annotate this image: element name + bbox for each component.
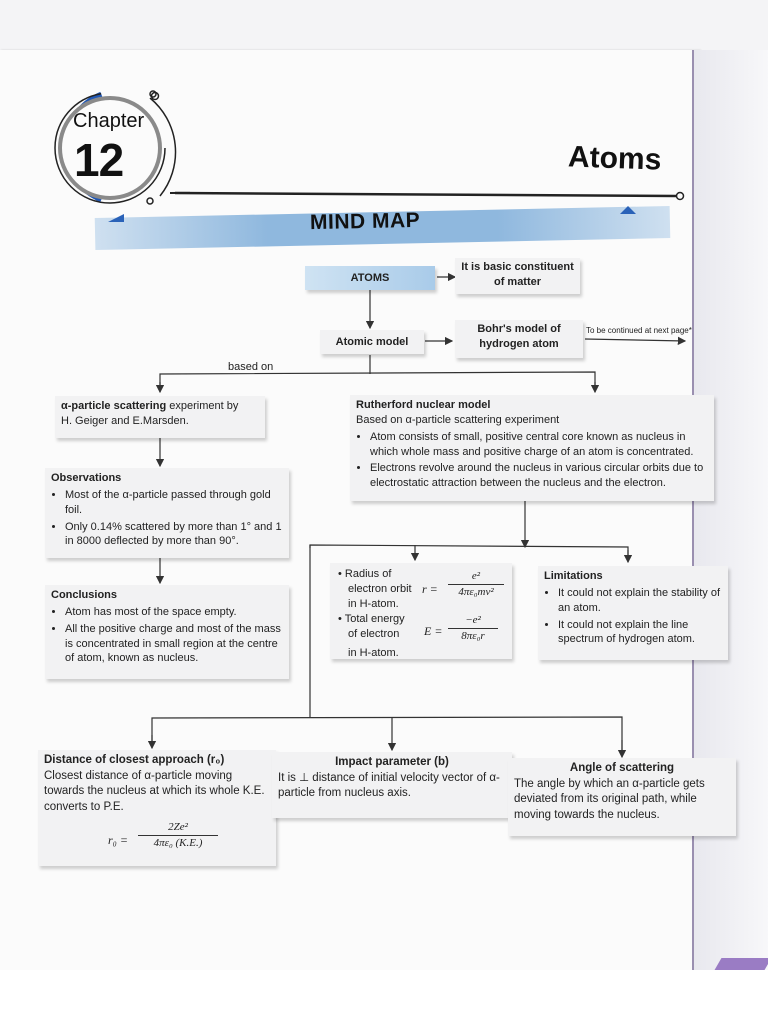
closest-approach-node <box>38 750 276 866</box>
basic-constituent-line2: of matter <box>493 275 542 288</box>
based-on-label: based on <box>228 361 274 373</box>
rutherford-points <box>356 430 708 491</box>
energy-fraction <box>448 613 498 644</box>
alpha-scattering-line2: H. Geiger and E.Marsden. <box>61 414 189 427</box>
energy-denominator: 8πε₀r <box>461 629 485 642</box>
bohr-model-line1: Bohr's model of <box>477 323 561 335</box>
atoms-node: ATOMS <box>305 266 435 290</box>
radius-label2: electron orbit <box>348 582 412 595</box>
observations-points <box>51 488 283 549</box>
rutherford-point: • Atom consists of small, positive central core known as nucleus in which whole mass and positive charge of an atom is concentrated. <box>370 430 708 460</box>
energy-numerator: −e² <box>448 613 498 629</box>
energy-label2: of electron <box>348 627 400 640</box>
observations-title: Observations <box>51 472 122 484</box>
bohr-formulas-node <box>330 563 512 659</box>
radius-label3: in H-atom. <box>348 597 399 610</box>
mind-map-title: MIND MAP <box>309 208 421 235</box>
limitations-points <box>544 586 722 647</box>
rutherford-node <box>350 395 714 501</box>
radius-label1: Radius of <box>344 568 392 580</box>
observation-point: • Most of the α-particle passed through gold foil. <box>65 488 283 518</box>
angle-of-scattering-node <box>508 758 736 836</box>
closest-approach-text: Closest distance of α-particle moving towards the nucleus at which its whole K.E. converts to P.E. <box>44 769 265 813</box>
basic-constituent-line1: It is basic constituent <box>461 261 574 273</box>
alpha-scattering-rest: experiment by <box>166 400 239 412</box>
chapter-title: Atoms <box>567 140 662 177</box>
basic-constituent-node <box>455 258 580 294</box>
closest-approach-denominator: 4πε₀ (K.E.) <box>153 836 203 849</box>
radius-numerator: e² <box>448 569 504 585</box>
impact-parameter-title: Impact parameter (b) <box>335 756 449 768</box>
limitations-node <box>538 566 728 660</box>
conclusion-point: • All the positive charge and most of the mass is concentrated in small region at the centre of atom, known as nucleus. <box>65 622 283 667</box>
bohr-model-node <box>455 320 583 358</box>
limitation-point: • It could not explain the line spectrum of hydrogen atom. <box>558 618 722 648</box>
angle-of-scattering-title: Angle of scattering <box>569 762 675 774</box>
bohr-model-line2: hydrogen atom <box>479 337 559 350</box>
energy-label: • Total energy of electron in H-atom. <box>338 613 405 659</box>
angle-of-scattering-text: The angle by which an α-particle gets deviated from its original path, while moving towards the nucleus. <box>514 777 705 821</box>
observations-node <box>45 468 289 558</box>
limitations-title: Limitations <box>544 570 603 582</box>
closest-approach-numerator: 2Ze² <box>138 820 218 836</box>
radius-denominator: 4πε₀mv² <box>458 585 494 598</box>
limitation-point: • It could not explain the stability of an atom. <box>558 586 722 616</box>
radius-lhs: r = <box>422 582 438 596</box>
energy-label3: in H-atom. <box>348 646 399 659</box>
closest-approach-title: Distance of closest approach (r₀) <box>44 754 225 766</box>
rutherford-subtitle: Based on α-particle scattering experiment <box>356 413 560 426</box>
alpha-scattering-line1 <box>61 399 259 414</box>
conclusions-points <box>51 605 283 666</box>
closest-approach-fraction <box>138 820 218 851</box>
rutherford-point: • Electrons revolve around the nucleus in various circular orbits due to electrostatic attraction between the nucleus and the electron. <box>370 461 708 491</box>
conclusion-point: • Atom has most of the space empty. <box>65 605 283 620</box>
energy-label1: Total energy <box>344 613 405 625</box>
atomic-model-node: Atomic model <box>320 330 424 354</box>
conclusions-title: Conclusions <box>51 589 118 601</box>
chapter-number: 12 <box>74 134 124 186</box>
observation-point: • Only 0.14% scattered by more than 1° and 1 in 8000 deflected by more than 90°. <box>65 520 283 550</box>
impact-parameter-text: It is ⊥ distance of initial velocity vector of α-particle from nucleus axis. <box>278 771 500 800</box>
radius-fraction <box>448 569 504 600</box>
alpha-scattering-title: α-particle scattering <box>61 400 167 412</box>
conclusions-node <box>45 585 289 679</box>
energy-lhs: E = <box>424 624 443 638</box>
alpha-scattering-node <box>55 396 265 438</box>
impact-parameter-node <box>272 752 512 818</box>
closest-approach-lhs: r₀ = <box>108 833 128 847</box>
continued-note: To be continued at next page* <box>586 326 692 335</box>
rutherford-title: Rutherford nuclear model <box>356 399 491 411</box>
radius-label: • Radius of electron orbit in H-atom. <box>338 568 412 610</box>
chapter-label: Chapter <box>73 110 145 132</box>
